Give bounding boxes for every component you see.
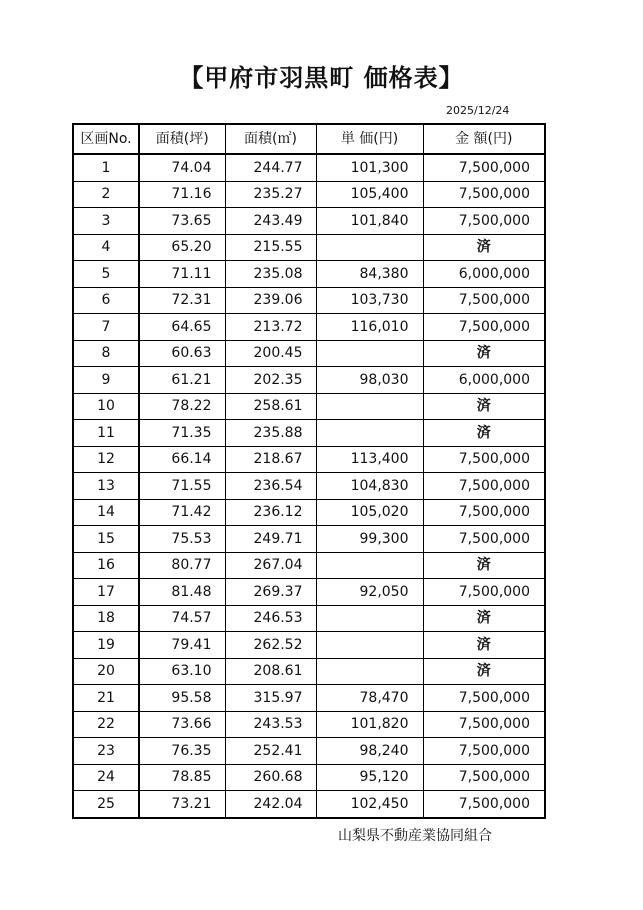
area-tsubo-cell: 60.63 (139, 340, 225, 367)
header-amount: 金 額(円) (423, 124, 545, 154)
lot-no-cell: 4 (73, 234, 139, 261)
sold-status-cell: 済 (423, 234, 545, 261)
area-m2-cell: 315.97 (225, 685, 316, 712)
unit-price-cell: 102,450 (316, 791, 423, 818)
header-area-tsubo: 面積(坪) (139, 124, 225, 154)
area-m2-cell: 249.71 (225, 526, 316, 553)
area-tsubo-cell: 71.55 (139, 473, 225, 500)
unit-price-cell: 103,730 (316, 287, 423, 314)
table-row (73, 261, 545, 288)
header-lot-no: 区画No. (73, 124, 139, 154)
unit-price-cell: 101,840 (316, 208, 423, 235)
amount-cell: 7,500,000 (423, 287, 545, 314)
area-tsubo-cell: 81.48 (139, 579, 225, 606)
area-m2-cell: 236.54 (225, 473, 316, 500)
table-row (73, 154, 545, 181)
table-row (73, 658, 545, 685)
area-tsubo-cell: 78.22 (139, 393, 225, 420)
header-unit-price: 単 価(円) (316, 124, 423, 154)
lot-no-cell: 16 (73, 552, 139, 579)
area-tsubo-cell: 71.42 (139, 499, 225, 526)
amount-cell: 7,500,000 (423, 208, 545, 235)
sold-status-cell: 済 (423, 340, 545, 367)
amount-cell: 7,500,000 (423, 711, 545, 738)
amount-cell: 6,000,000 (423, 261, 545, 288)
area-m2-cell: 213.72 (225, 314, 316, 341)
area-m2-cell: 235.88 (225, 420, 316, 447)
unit-price-cell: 116,010 (316, 314, 423, 341)
unit-price-cell (316, 605, 423, 632)
amount-cell: 6,000,000 (423, 367, 545, 394)
table-row (73, 234, 545, 261)
area-tsubo-cell: 64.65 (139, 314, 225, 341)
table-row (73, 552, 545, 579)
unit-price-cell (316, 552, 423, 579)
table-row (73, 314, 545, 341)
area-tsubo-cell: 73.21 (139, 791, 225, 818)
area-tsubo-cell: 66.14 (139, 446, 225, 473)
area-m2-cell: 236.12 (225, 499, 316, 526)
area-m2-cell: 267.04 (225, 552, 316, 579)
lot-no-cell: 23 (73, 738, 139, 765)
lot-no-cell: 12 (73, 446, 139, 473)
organization-name: 山梨県不動産業協同組合 (338, 828, 492, 844)
lot-no-cell: 15 (73, 526, 139, 553)
area-m2-cell: 260.68 (225, 764, 316, 791)
header-area-m2: 面積(㎡) (225, 124, 316, 154)
area-m2-cell: 239.06 (225, 287, 316, 314)
table-row (73, 340, 545, 367)
area-m2-cell: 246.53 (225, 605, 316, 632)
area-tsubo-cell: 71.35 (139, 420, 225, 447)
area-tsubo-cell: 76.35 (139, 738, 225, 765)
area-m2-cell: 242.04 (225, 791, 316, 818)
area-m2-cell: 235.08 (225, 261, 316, 288)
unit-price-cell (316, 393, 423, 420)
table-row (73, 579, 545, 606)
unit-price-cell: 99,300 (316, 526, 423, 553)
table-row (73, 764, 545, 791)
unit-price-cell: 98,240 (316, 738, 423, 765)
lot-no-cell: 14 (73, 499, 139, 526)
area-tsubo-cell: 78.85 (139, 764, 225, 791)
amount-cell: 7,500,000 (423, 446, 545, 473)
table-row (73, 685, 545, 712)
unit-price-cell (316, 632, 423, 659)
page-title: 【甲府市羽黒町 価格表】 (179, 64, 464, 92)
area-tsubo-cell: 74.57 (139, 605, 225, 632)
unit-price-cell (316, 420, 423, 447)
lot-no-cell: 1 (73, 154, 139, 181)
lot-no-cell: 5 (73, 261, 139, 288)
table-row (73, 208, 545, 235)
sold-status-cell: 済 (423, 420, 545, 447)
area-m2-cell: 200.45 (225, 340, 316, 367)
area-tsubo-cell: 79.41 (139, 632, 225, 659)
price-table (72, 123, 546, 819)
area-m2-cell: 243.49 (225, 208, 316, 235)
amount-cell: 7,500,000 (423, 181, 545, 208)
lot-no-cell: 20 (73, 658, 139, 685)
unit-price-cell: 95,120 (316, 764, 423, 791)
lot-no-cell: 24 (73, 764, 139, 791)
lot-no-cell: 11 (73, 420, 139, 447)
table-header-row (73, 124, 545, 154)
amount-cell: 7,500,000 (423, 738, 545, 765)
table-row (73, 605, 545, 632)
unit-price-cell (316, 340, 423, 367)
amount-cell: 7,500,000 (423, 154, 545, 181)
area-tsubo-cell: 73.65 (139, 208, 225, 235)
table-row (73, 738, 545, 765)
amount-cell: 7,500,000 (423, 499, 545, 526)
unit-price-cell: 101,300 (316, 154, 423, 181)
area-tsubo-cell: 73.66 (139, 711, 225, 738)
unit-price-cell: 98,030 (316, 367, 423, 394)
issue-date: 2025/12/24 (446, 104, 510, 117)
table-row (73, 181, 545, 208)
price-table-body (73, 154, 545, 818)
area-m2-cell: 258.61 (225, 393, 316, 420)
sold-status-cell: 済 (423, 658, 545, 685)
area-tsubo-cell: 71.11 (139, 261, 225, 288)
area-tsubo-cell: 71.16 (139, 181, 225, 208)
area-tsubo-cell: 80.77 (139, 552, 225, 579)
area-tsubo-cell: 75.53 (139, 526, 225, 553)
area-tsubo-cell: 72.31 (139, 287, 225, 314)
lot-no-cell: 13 (73, 473, 139, 500)
unit-price-cell: 105,400 (316, 181, 423, 208)
table-row (73, 446, 545, 473)
amount-cell: 7,500,000 (423, 526, 545, 553)
table-row (73, 420, 545, 447)
unit-price-cell: 84,380 (316, 261, 423, 288)
table-row (73, 632, 545, 659)
table-row (73, 473, 545, 500)
area-tsubo-cell: 63.10 (139, 658, 225, 685)
lot-no-cell: 22 (73, 711, 139, 738)
table-row (73, 791, 545, 818)
sold-status-cell: 済 (423, 605, 545, 632)
lot-no-cell: 17 (73, 579, 139, 606)
unit-price-cell (316, 234, 423, 261)
area-m2-cell: 208.61 (225, 658, 316, 685)
sold-status-cell: 済 (423, 393, 545, 420)
unit-price-cell: 78,470 (316, 685, 423, 712)
lot-no-cell: 9 (73, 367, 139, 394)
area-m2-cell: 215.55 (225, 234, 316, 261)
lot-no-cell: 3 (73, 208, 139, 235)
area-m2-cell: 244.77 (225, 154, 316, 181)
amount-cell: 7,500,000 (423, 791, 545, 818)
unit-price-cell: 101,820 (316, 711, 423, 738)
amount-cell: 7,500,000 (423, 473, 545, 500)
area-m2-cell: 262.52 (225, 632, 316, 659)
table-row (73, 367, 545, 394)
area-m2-cell: 235.27 (225, 181, 316, 208)
amount-cell: 7,500,000 (423, 314, 545, 341)
lot-no-cell: 18 (73, 605, 139, 632)
table-row (73, 393, 545, 420)
sold-status-cell: 済 (423, 552, 545, 579)
area-m2-cell: 202.35 (225, 367, 316, 394)
area-m2-cell: 243.53 (225, 711, 316, 738)
lot-no-cell: 7 (73, 314, 139, 341)
sold-status-cell: 済 (423, 632, 545, 659)
amount-cell: 7,500,000 (423, 764, 545, 791)
area-tsubo-cell: 61.21 (139, 367, 225, 394)
area-m2-cell: 252.41 (225, 738, 316, 765)
table-row (73, 287, 545, 314)
lot-no-cell: 2 (73, 181, 139, 208)
unit-price-cell: 105,020 (316, 499, 423, 526)
area-tsubo-cell: 65.20 (139, 234, 225, 261)
area-tsubo-cell: 95.58 (139, 685, 225, 712)
table-row (73, 526, 545, 553)
table-row (73, 499, 545, 526)
lot-no-cell: 8 (73, 340, 139, 367)
amount-cell: 7,500,000 (423, 579, 545, 606)
area-m2-cell: 269.37 (225, 579, 316, 606)
amount-cell: 7,500,000 (423, 685, 545, 712)
area-tsubo-cell: 74.04 (139, 154, 225, 181)
unit-price-cell: 113,400 (316, 446, 423, 473)
unit-price-cell: 104,830 (316, 473, 423, 500)
lot-no-cell: 21 (73, 685, 139, 712)
unit-price-cell (316, 658, 423, 685)
lot-no-cell: 6 (73, 287, 139, 314)
unit-price-cell: 92,050 (316, 579, 423, 606)
area-m2-cell: 218.67 (225, 446, 316, 473)
lot-no-cell: 10 (73, 393, 139, 420)
table-row (73, 711, 545, 738)
lot-no-cell: 25 (73, 791, 139, 818)
lot-no-cell: 19 (73, 632, 139, 659)
